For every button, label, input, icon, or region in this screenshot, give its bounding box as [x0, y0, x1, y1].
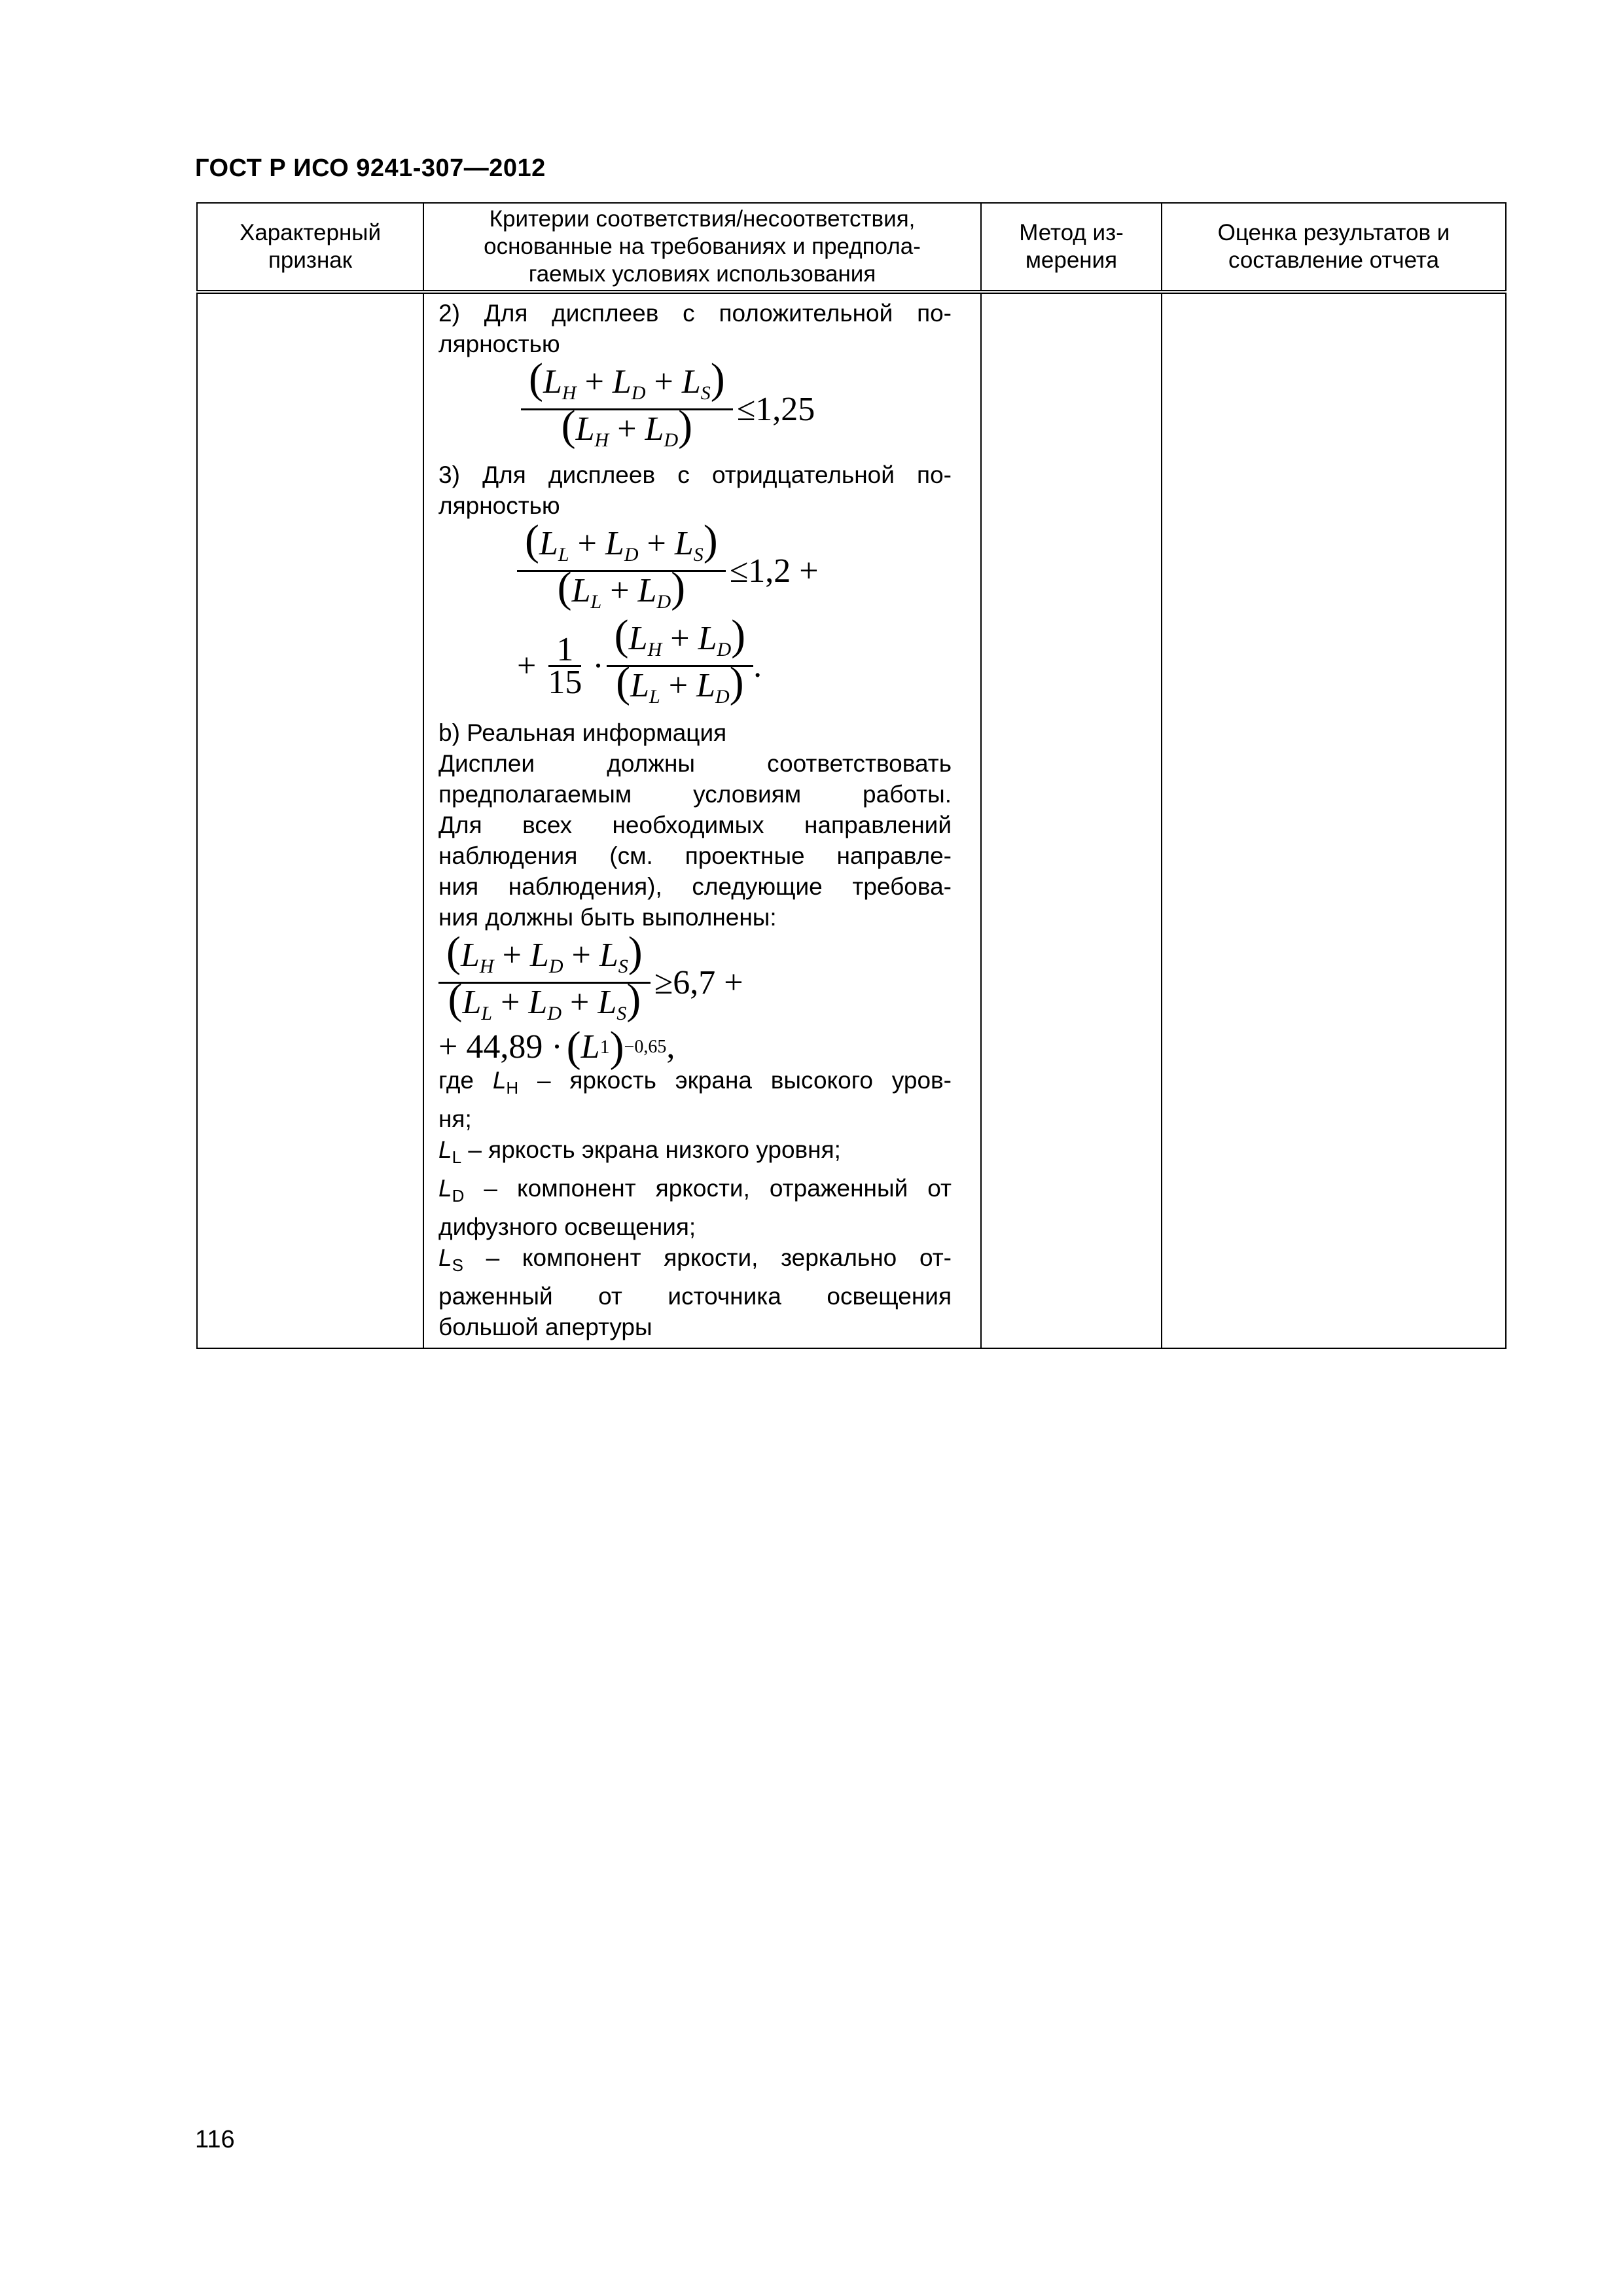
denominator: $(L_H + L_D)$ [561, 402, 693, 451]
numerator: $(L_L + L_D + L_S)$ [517, 525, 726, 572]
real-info-title: b) Реальная информация [438, 719, 727, 746]
relation: ≤ [729, 552, 749, 590]
fraction [438, 928, 651, 1029]
numerator: $(L_H + L_D + L_S)$ [438, 937, 651, 984]
numerator: $(L_H + L_D)$ [607, 620, 753, 667]
real-info-line: наблюдения (см. проектные направле- [438, 842, 952, 869]
header-line: Оценка результатов и [1217, 220, 1450, 245]
definition-ll: $L_L$ – яркость экрана низкого уровня; [438, 1136, 841, 1167]
header-characteristic [197, 203, 423, 292]
relation: ≥ [654, 964, 673, 1001]
header-line: составление отчета [1228, 247, 1440, 273]
fraction [607, 611, 753, 712]
header-criteria [423, 203, 981, 292]
header-line: Критерии соответствия/несоответствия, [489, 206, 916, 232]
exponent: −0,65 [624, 1037, 667, 1057]
definition-lh: где $L_H$ – яркость экрана высокого уров- [438, 1067, 952, 1098]
real-info-line: Для всех необходимых направлений [438, 812, 952, 838]
rhs-value: 1,25 [755, 391, 815, 428]
denominator: $(L_L + L_D)$ [557, 564, 686, 613]
real-info-line: ния должны быть выполнены: [438, 904, 777, 931]
definition-ls: $L_S$ – компонент яркости, зеркально от- [438, 1244, 952, 1275]
numerator: 1 [548, 634, 581, 667]
relation: ≤ [736, 391, 756, 428]
comma: , [666, 1028, 675, 1066]
table-header-row [197, 203, 1506, 292]
item2-line: 2) Для дисплеев с положительной по- [438, 300, 952, 327]
denominator: 15 [548, 664, 582, 701]
fraction [517, 516, 726, 617]
rhs-value: 1,2 + [748, 552, 819, 590]
header-method [981, 203, 1162, 292]
header-line: Метод из- [1019, 220, 1124, 245]
real-info-line: предполагаемым условиям работы. [438, 781, 952, 808]
formula-positive-polarity [521, 355, 952, 456]
multiply-dot: · [592, 647, 604, 685]
formula-negative-polarity [517, 516, 952, 617]
base-variable: L [580, 1028, 600, 1066]
formula-real-info [438, 928, 952, 1029]
rhs-value: 6,7 + [673, 964, 743, 1001]
real-info-line: ния наблюдения), следующие требова- [438, 873, 952, 900]
definition-line: раженный от источника освещения [438, 1283, 952, 1310]
header-line: основанные на требованиях и предпола- [484, 234, 921, 259]
table-row [197, 292, 1506, 1348]
requirements-table [196, 202, 1507, 1349]
header-line: гаемых условиях использования [528, 261, 876, 287]
header-line: Характерный [239, 220, 382, 245]
definition-line: ня; [438, 1105, 472, 1132]
item3-line: лярностью [438, 492, 560, 519]
base-subscript: 1 [599, 1036, 610, 1058]
header-evaluation [1162, 203, 1506, 292]
definition-line: дифузного освещения; [438, 1213, 696, 1240]
header-line: признак [268, 247, 353, 273]
plus-sign: + [517, 647, 537, 685]
denominator: $(L_L + L_D)$ [616, 658, 744, 708]
cell-evaluation [1162, 292, 1506, 1348]
cell-characteristic [197, 292, 423, 1348]
cell-method [981, 292, 1162, 1348]
period: . [753, 647, 762, 685]
formula-negative-polarity-continued [517, 611, 952, 712]
real-info-line: Дисплеи должны соответствовать [438, 750, 952, 777]
formula-real-info-continued: + 44,89 · ( L 1 ) −0,65 , [438, 1023, 675, 1071]
definition-ld: $L_D$ – компонент яркости, отраженный от [438, 1175, 952, 1206]
fraction-coefficient [540, 631, 590, 701]
definition-line: большой апертуры [438, 1314, 652, 1340]
numerator: $(L_H + L_D + L_S)$ [521, 363, 733, 410]
item3-line: 3) Для дисплеев с отридцательной по- [438, 461, 952, 488]
coefficient: + 44,89 · [438, 1028, 563, 1066]
document-code: ГОСТ Р ИСО 9241-307—2012 [195, 154, 546, 182]
denominator: $(L_L + L_D + L_S)$ [448, 975, 641, 1024]
cell-criteria [423, 292, 981, 1348]
item2-line: лярностью [438, 331, 560, 357]
fraction [521, 355, 733, 456]
page-number: 116 [195, 2126, 235, 2153]
header-line: мерения [1025, 247, 1118, 273]
